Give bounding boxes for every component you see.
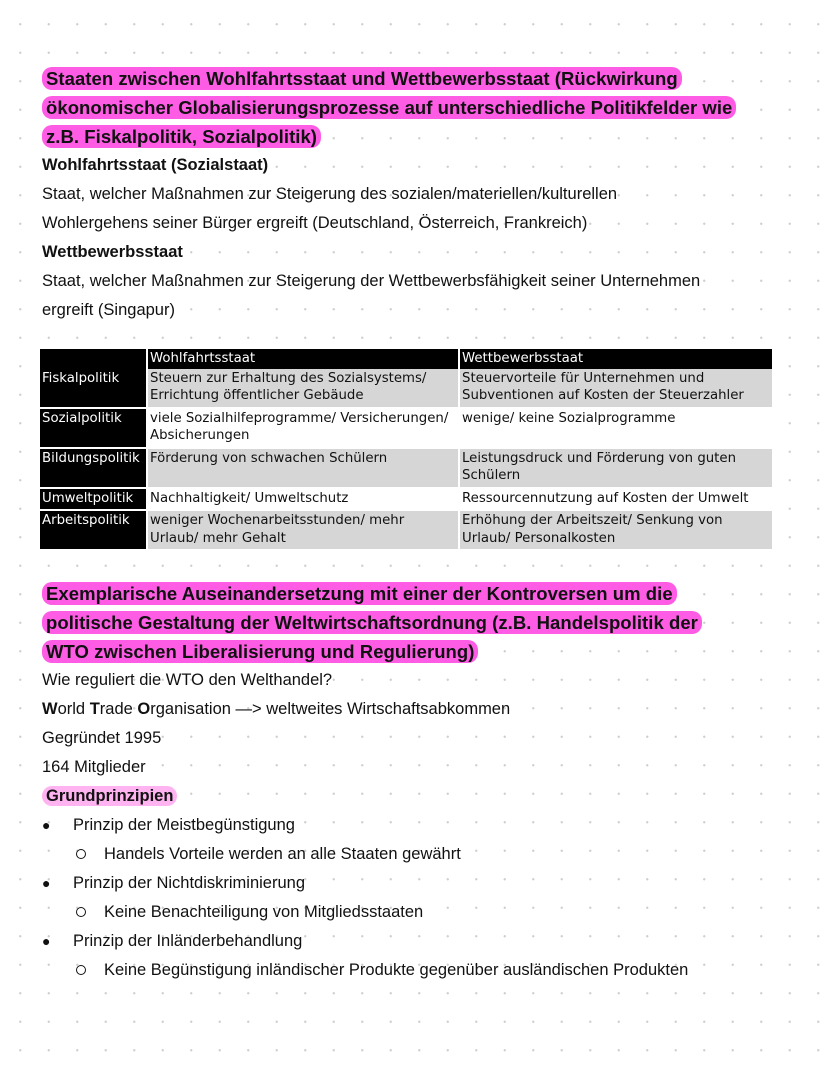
hollow-bullet-icon bbox=[76, 965, 86, 975]
bullet-dot-icon: ● bbox=[42, 933, 51, 949]
list-item bbox=[42, 840, 802, 869]
heading-highlight-line1: Staaten zwischen Wohlfahrtsstaat und Wettbewerbsstaat (Rückwirkung bbox=[42, 67, 682, 90]
welfare-cell: Förderung von schwachen Schülern bbox=[147, 448, 459, 488]
welfare-cell: Steuern zur Erhaltung des Sozialsystems/ Errichtung öffentlicher Gebäude bbox=[147, 369, 459, 408]
section2-heading bbox=[42, 579, 802, 666]
welfare-cell: viele Sozialhilfeprogramme/ Versicherungen/ Absicherungen bbox=[147, 408, 459, 448]
welfare-cell: weniger Wochenarbeitsstunden/ mehr Urlaub/ mehr Gehalt bbox=[147, 510, 459, 550]
comparison-table bbox=[40, 349, 772, 551]
principles-title bbox=[42, 782, 802, 811]
wto-acronym-line bbox=[42, 695, 802, 724]
table-row bbox=[40, 510, 772, 550]
heading-highlight-line2: ökonomischer Globalisierungsprozesse auf unterschiedliche Politikfelder wie bbox=[42, 96, 736, 119]
word-rade: rade bbox=[99, 700, 138, 718]
row-label: Sozialpolitik bbox=[40, 408, 147, 448]
table-header-row bbox=[40, 349, 772, 369]
wto-question: Wie reguliert die WTO den Welthandel? bbox=[42, 671, 333, 689]
list-item bbox=[42, 898, 802, 927]
welfare-state-definition-line2: Wohlergehens seiner Bürger ergreift (Deutschland, Österreich, Frankreich) bbox=[42, 214, 588, 232]
word-rganisation: rganisation —> weltweites Wirtschaftsabkommen bbox=[150, 700, 511, 718]
welfare-cell: Nachhaltigkeit/ Umweltschutz bbox=[147, 488, 459, 511]
list-item bbox=[42, 927, 802, 956]
competition-cell: Erhöhung der Arbeitszeit/ Senkung von Urlaub/ Personalkosten bbox=[459, 510, 772, 550]
heading-highlight-line3: z.B. Fiskalpolitik, Sozialpolitik) bbox=[42, 125, 321, 148]
list-item bbox=[42, 956, 802, 985]
letter-o: O bbox=[137, 700, 151, 718]
letter-t: T bbox=[89, 700, 100, 718]
principle-detail: Keine Benachteiligung von Mitgliedsstaaten bbox=[104, 903, 424, 921]
competition-cell: Steuervorteile für Unternehmen und Subventionen auf Kosten der Steuerzahler bbox=[459, 369, 772, 408]
competition-cell: Leistungsdruck und Förderung von guten Schülern bbox=[459, 448, 772, 488]
list-item bbox=[42, 869, 802, 898]
table-header-competition: Wettbewerbsstaat bbox=[459, 349, 772, 369]
principle-title: Prinzip der Inländerbehandlung bbox=[73, 932, 303, 950]
row-label: Fiskalpolitik bbox=[40, 369, 147, 408]
welfare-state-definition-line1: Staat, welcher Maßnahmen zur Steigerung des sozialen/materiellen/kulturellen bbox=[42, 185, 618, 203]
row-label: Arbeitspolitik bbox=[40, 510, 147, 550]
row-label: Umweltpolitik bbox=[40, 488, 147, 511]
heading-highlight-line1: Exemplarische Auseinandersetzung mit einer der Kontroversen um die bbox=[42, 582, 677, 605]
word-orld: orld bbox=[57, 700, 90, 718]
welfare-state-title: Wohlfahrtsstaat (Sozialstaat) bbox=[42, 156, 269, 174]
principle-title: Prinzip der Nichtdiskriminierung bbox=[73, 874, 305, 892]
table-row bbox=[40, 408, 772, 448]
heading-highlight-line3: WTO zwischen Liberalisierung und Regulierung) bbox=[42, 640, 478, 663]
competition-state-definition-line2: ergreift (Singapur) bbox=[42, 301, 175, 319]
table-row bbox=[40, 369, 772, 408]
bullet-dot-icon: ● bbox=[42, 875, 51, 891]
section2 bbox=[42, 579, 802, 985]
principle-detail: Handels Vorteile werden an alle Staaten gewährt bbox=[104, 845, 461, 863]
competition-cell: wenige/ keine Sozialprogramme bbox=[459, 408, 772, 448]
principles-list bbox=[42, 811, 802, 985]
competition-state-title: Wettbewerbsstaat bbox=[42, 243, 183, 261]
competition-state-definition-line1: Staat, welcher Maßnahmen zur Steigerung der Wettbewerbsfähigkeit seiner Unternehmen bbox=[42, 272, 701, 290]
hollow-bullet-icon bbox=[76, 849, 86, 859]
table-header-corner bbox=[40, 349, 147, 369]
table-header-welfare: Wohlfahrtsstaat bbox=[147, 349, 459, 369]
hollow-bullet-icon bbox=[76, 907, 86, 917]
wto-founded: Gegründet 1995 bbox=[42, 729, 162, 747]
bullet-dot-icon: ● bbox=[42, 817, 51, 833]
principles-title-highlight: Grundprinzipien bbox=[42, 786, 177, 806]
table-row bbox=[40, 488, 772, 511]
wto-members: 164 Mitglieder bbox=[42, 758, 146, 776]
document-page bbox=[42, 64, 802, 985]
section1-heading bbox=[42, 64, 802, 151]
list-item bbox=[42, 811, 802, 840]
competition-cell: Ressourcennutzung auf Kosten der Umwelt bbox=[459, 488, 772, 511]
principle-title: Prinzip der Meistbegünstigung bbox=[73, 816, 295, 834]
heading-highlight-line2: politische Gestaltung der Weltwirtschaftsordnung (z.B. Handelspolitik der bbox=[42, 611, 702, 634]
letter-w: W bbox=[42, 700, 58, 718]
table-row bbox=[40, 448, 772, 488]
principle-detail: Keine Begünstigung inländischer Produkte gegenüber ausländischen Produkten bbox=[104, 961, 689, 979]
row-label: Bildungspolitik bbox=[40, 448, 147, 488]
comparison-table-wrapper bbox=[40, 349, 802, 551]
